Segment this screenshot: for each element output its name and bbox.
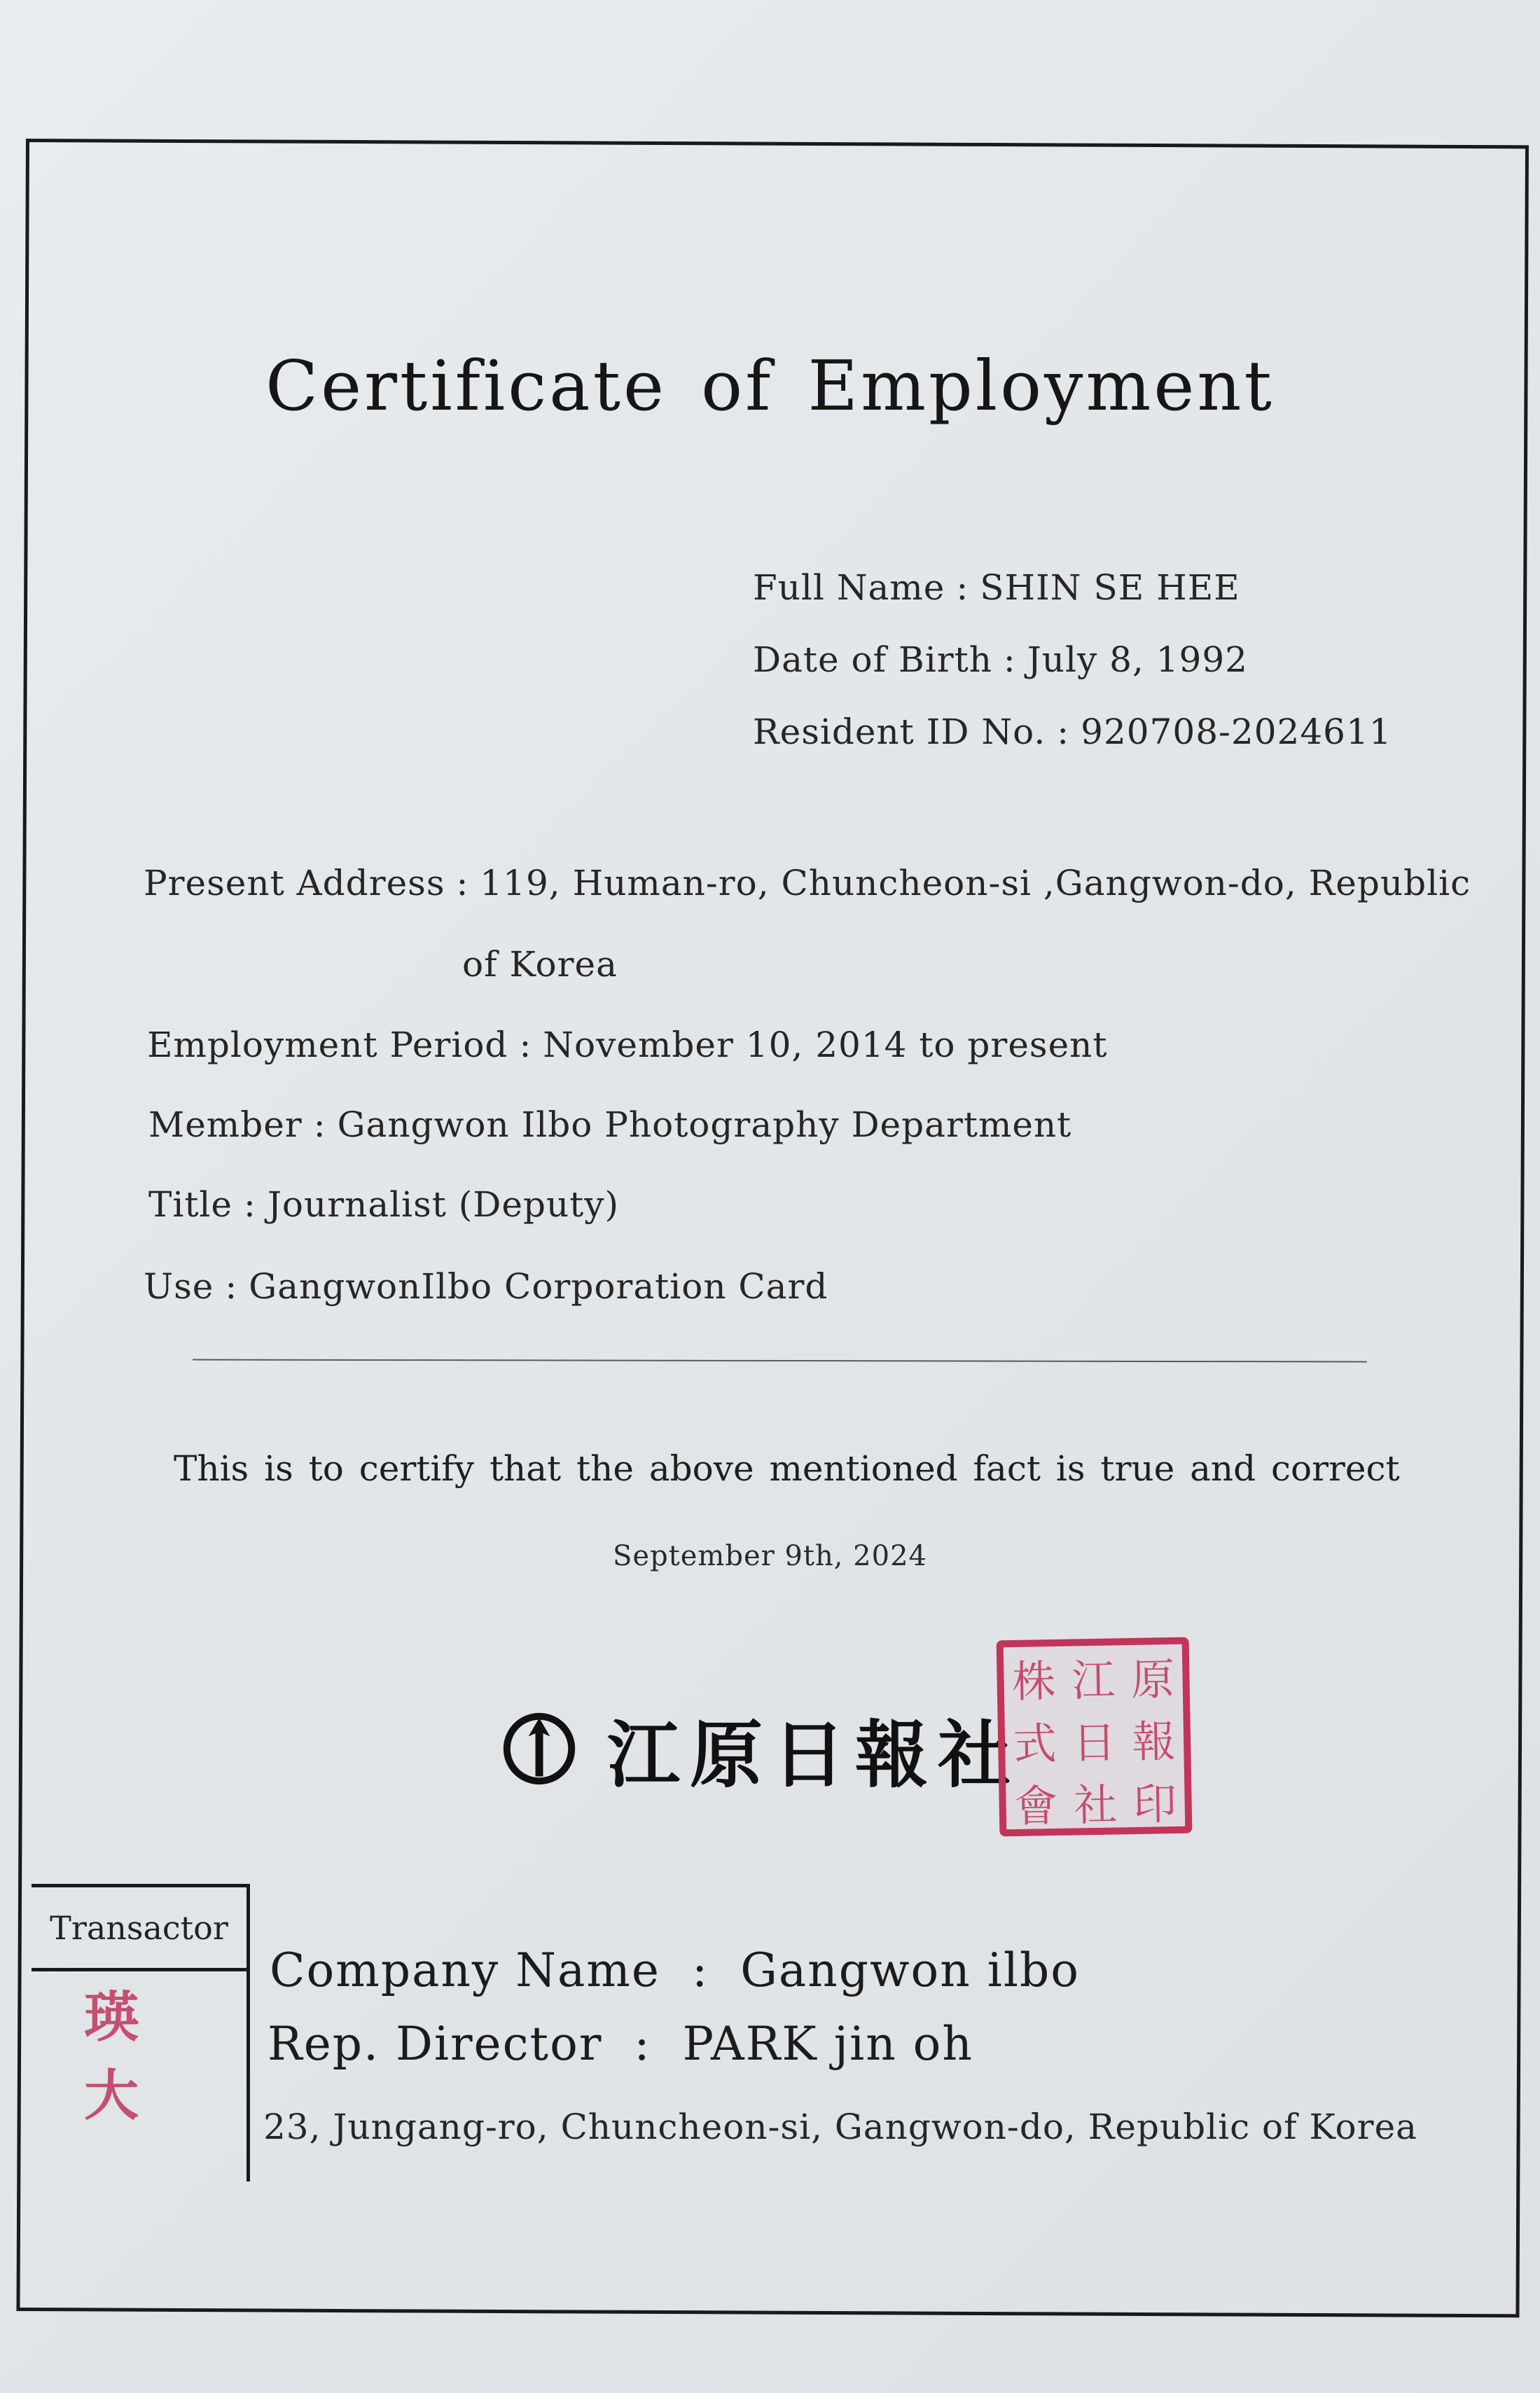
title-label: Title xyxy=(148,1184,233,1225)
rep-director-label: Rep. Director xyxy=(268,2017,603,2071)
address-label: Present Address xyxy=(144,863,445,903)
address-line2: of Korea xyxy=(462,944,618,985)
employment-period-label: Employment Period xyxy=(147,1025,508,1065)
separator: : xyxy=(519,1025,532,1065)
use-label: Use xyxy=(144,1266,214,1307)
transactor-seal-stamp: 瑛大 xyxy=(84,1986,139,2128)
member-row xyxy=(148,1104,1071,1145)
seal-char: 株 xyxy=(1011,1655,1056,1708)
seal-char: 報 xyxy=(1131,1715,1177,1768)
company-address: 23, Jungang-ro, Chuncheon-si, Gangwon-do, Republic of Korea xyxy=(263,2107,1417,2147)
separator: : xyxy=(691,1943,709,1997)
use-row xyxy=(144,1266,828,1307)
title-value: Journalist (Deputy) xyxy=(267,1184,620,1225)
transactor-box xyxy=(32,1884,250,2182)
issue-date: September 9th, 2024 xyxy=(613,1540,927,1572)
full-name-value: SHIN SE HEE xyxy=(980,567,1240,608)
title-row xyxy=(148,1184,619,1225)
separator: : xyxy=(1003,639,1016,680)
employment-period-row xyxy=(147,1025,1107,1065)
separator: : xyxy=(313,1104,326,1145)
dob-label: Date of Birth xyxy=(753,639,992,680)
employment-period-value: November 10, 2014 to present xyxy=(543,1025,1108,1065)
separator: : xyxy=(1057,712,1070,752)
separator: : xyxy=(225,1266,238,1307)
rep-director-value: PARK jin oh xyxy=(682,2017,973,2071)
rep-director-row xyxy=(268,2017,973,2071)
address-row xyxy=(144,863,1471,903)
seal-char: 社 xyxy=(1073,1779,1118,1831)
separator: : xyxy=(456,863,469,903)
full-name-row xyxy=(753,567,1240,608)
address-line1: 119, Human-ro, Chuncheon-si ,Gangwon-do, Republic xyxy=(480,863,1471,903)
company-logo-text: 江原日報社 xyxy=(607,1712,1021,1798)
company-emblem-icon xyxy=(501,1710,578,1787)
seal-char: 原 xyxy=(1130,1653,1175,1706)
separator: : xyxy=(956,567,969,608)
document-title: Certificate of Employment xyxy=(265,347,1275,426)
seal-char: 印 xyxy=(1132,1777,1177,1831)
certification-statement: This is to certify that the above mentioned fact is true and correct xyxy=(174,1448,1400,1489)
separator: : xyxy=(244,1184,256,1225)
resident-id-label: Resident ID No. xyxy=(753,712,1046,752)
separator: : xyxy=(634,2017,651,2071)
full-name-label: Full Name xyxy=(753,567,945,608)
dob-row xyxy=(753,639,1248,680)
use-value: GangwonIlbo Corporation Card xyxy=(249,1266,828,1307)
corporate-seal-stamp xyxy=(997,1637,1193,1837)
dob-value: July 8, 1992 xyxy=(1027,639,1248,680)
company-name-row xyxy=(270,1943,1080,1997)
resident-id-row xyxy=(753,712,1392,752)
member-label: Member xyxy=(148,1104,303,1145)
company-name-value: Gangwon ilbo xyxy=(740,1943,1080,1997)
resident-id-value: 920708-2024611 xyxy=(1081,712,1392,752)
transactor-label: Transactor xyxy=(32,1887,247,1971)
seal-char: 會 xyxy=(1013,1780,1058,1833)
company-logo xyxy=(501,1703,1021,1798)
seal-char: 式 xyxy=(1013,1717,1057,1770)
member-value: Gangwon Ilbo Photography Department xyxy=(337,1104,1072,1145)
company-name-label: Company Name xyxy=(270,1943,660,1997)
seal-char: 日 xyxy=(1072,1716,1117,1769)
seal-char: 江 xyxy=(1071,1654,1116,1707)
